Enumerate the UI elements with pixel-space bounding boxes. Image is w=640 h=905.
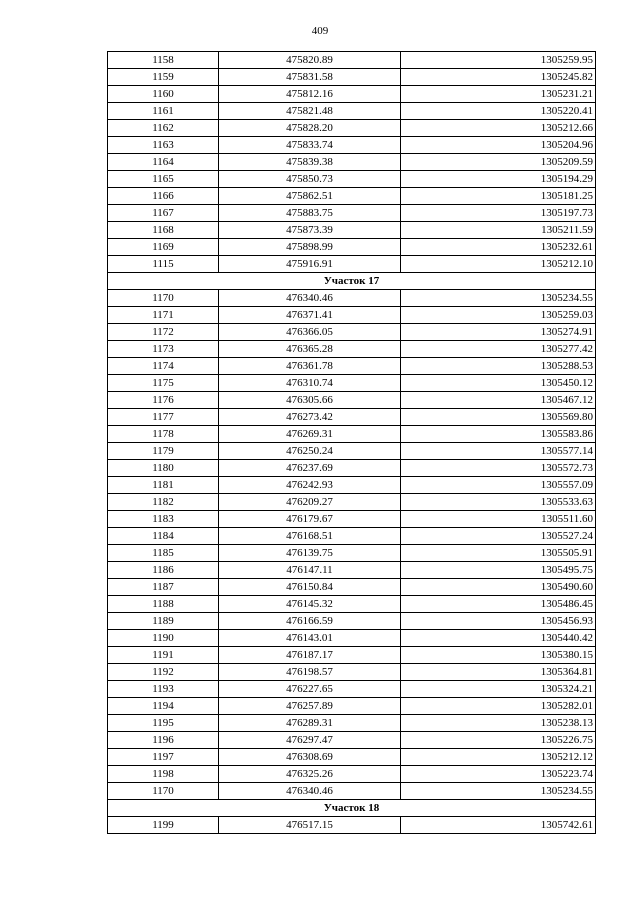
point-number-cell: 1187 [108,579,219,596]
point-number-cell: 1195 [108,715,219,732]
table-row [108,120,596,137]
section-header-row [108,800,596,817]
point-number-cell: 1160 [108,86,219,103]
x-coordinate-cell: 475883.75 [219,205,401,222]
y-coordinate-cell: 1305527.24 [401,528,596,545]
table-row [108,732,596,749]
x-coordinate-cell: 476227.65 [219,681,401,698]
y-coordinate-cell: 1305277.42 [401,341,596,358]
x-coordinate-cell: 476325.26 [219,766,401,783]
point-number-cell: 1178 [108,426,219,443]
y-coordinate-cell: 1305211.59 [401,222,596,239]
y-coordinate-cell: 1305197.73 [401,205,596,222]
coordinates-table [107,51,596,834]
point-number-cell: 1188 [108,596,219,613]
point-number-cell: 1174 [108,358,219,375]
y-coordinate-cell: 1305231.21 [401,86,596,103]
table-row [108,664,596,681]
y-coordinate-cell: 1305259.95 [401,52,596,69]
table-row [108,477,596,494]
table-row [108,426,596,443]
table-row [108,409,596,426]
table-row [108,698,596,715]
point-number-cell: 1175 [108,375,219,392]
table-row [108,392,596,409]
x-coordinate-cell: 476198.57 [219,664,401,681]
y-coordinate-cell: 1305212.66 [401,120,596,137]
point-number-cell: 1172 [108,324,219,341]
point-number-cell: 1115 [108,256,219,273]
table-row [108,596,596,613]
point-number-cell: 1185 [108,545,219,562]
table-row [108,52,596,69]
point-number-cell: 1173 [108,341,219,358]
x-coordinate-cell: 476340.46 [219,290,401,307]
section-header-row [108,273,596,290]
point-number-cell: 1196 [108,732,219,749]
table-row [108,528,596,545]
y-coordinate-cell: 1305557.09 [401,477,596,494]
point-number-cell: 1169 [108,239,219,256]
x-coordinate-cell: 476366.05 [219,324,401,341]
table-row [108,375,596,392]
x-coordinate-cell: 475916.91 [219,256,401,273]
point-number-cell: 1181 [108,477,219,494]
table-row [108,358,596,375]
point-number-cell: 1177 [108,409,219,426]
x-coordinate-cell: 476147.11 [219,562,401,579]
point-number-cell: 1166 [108,188,219,205]
x-coordinate-cell: 476371.41 [219,307,401,324]
y-coordinate-cell: 1305467.12 [401,392,596,409]
table-row [108,511,596,528]
y-coordinate-cell: 1305282.01 [401,698,596,715]
section-title: Участок 18 [108,800,596,817]
x-coordinate-cell: 476308.69 [219,749,401,766]
table-row [108,205,596,222]
point-number-cell: 1164 [108,154,219,171]
x-coordinate-cell: 476310.74 [219,375,401,392]
table-row [108,103,596,120]
x-coordinate-cell: 475898.99 [219,239,401,256]
x-coordinate-cell: 475812.16 [219,86,401,103]
table-row [108,562,596,579]
table-row [108,86,596,103]
x-coordinate-cell: 476179.67 [219,511,401,528]
table-row [108,494,596,511]
point-number-cell: 1179 [108,443,219,460]
y-coordinate-cell: 1305274.91 [401,324,596,341]
point-number-cell: 1199 [108,817,219,834]
y-coordinate-cell: 1305440.42 [401,630,596,647]
point-number-cell: 1190 [108,630,219,647]
table-row [108,171,596,188]
y-coordinate-cell: 1305577.14 [401,443,596,460]
table-row [108,766,596,783]
point-number-cell: 1161 [108,103,219,120]
point-number-cell: 1186 [108,562,219,579]
y-coordinate-cell: 1305490.60 [401,579,596,596]
coordinates-table-body [108,52,596,834]
y-coordinate-cell: 1305364.81 [401,664,596,681]
y-coordinate-cell: 1305450.12 [401,375,596,392]
table-row [108,69,596,86]
x-coordinate-cell: 475862.51 [219,188,401,205]
x-coordinate-cell: 476517.15 [219,817,401,834]
x-coordinate-cell: 475873.39 [219,222,401,239]
x-coordinate-cell: 476250.24 [219,443,401,460]
y-coordinate-cell: 1305220.41 [401,103,596,120]
table-row [108,817,596,834]
x-coordinate-cell: 476269.31 [219,426,401,443]
x-coordinate-cell: 475850.73 [219,171,401,188]
table-row [108,647,596,664]
section-title: Участок 17 [108,273,596,290]
y-coordinate-cell: 1305569.80 [401,409,596,426]
point-number-cell: 1170 [108,783,219,800]
table-row [108,460,596,477]
y-coordinate-cell: 1305234.55 [401,290,596,307]
y-coordinate-cell: 1305486.45 [401,596,596,613]
y-coordinate-cell: 1305238.13 [401,715,596,732]
table-row [108,256,596,273]
y-coordinate-cell: 1305380.15 [401,647,596,664]
y-coordinate-cell: 1305204.96 [401,137,596,154]
y-coordinate-cell: 1305245.82 [401,69,596,86]
x-coordinate-cell: 475831.58 [219,69,401,86]
table-row [108,613,596,630]
point-number-cell: 1183 [108,511,219,528]
point-number-cell: 1197 [108,749,219,766]
y-coordinate-cell: 1305232.61 [401,239,596,256]
point-number-cell: 1171 [108,307,219,324]
point-number-cell: 1165 [108,171,219,188]
x-coordinate-cell: 475821.48 [219,103,401,120]
y-coordinate-cell: 1305288.53 [401,358,596,375]
table-row [108,239,596,256]
point-number-cell: 1192 [108,664,219,681]
point-number-cell: 1170 [108,290,219,307]
table-row [108,154,596,171]
point-number-cell: 1191 [108,647,219,664]
x-coordinate-cell: 476145.32 [219,596,401,613]
point-number-cell: 1198 [108,766,219,783]
point-number-cell: 1162 [108,120,219,137]
page-number: 409 [311,25,329,37]
x-coordinate-cell: 476361.78 [219,358,401,375]
x-coordinate-cell: 476237.69 [219,460,401,477]
x-coordinate-cell: 475828.20 [219,120,401,137]
point-number-cell: 1194 [108,698,219,715]
y-coordinate-cell: 1305495.75 [401,562,596,579]
y-coordinate-cell: 1305212.10 [401,256,596,273]
x-coordinate-cell: 476150.84 [219,579,401,596]
table-row [108,188,596,205]
table-row [108,324,596,341]
x-coordinate-cell: 476340.46 [219,783,401,800]
x-coordinate-cell: 476242.93 [219,477,401,494]
x-coordinate-cell: 476305.66 [219,392,401,409]
point-number-cell: 1184 [108,528,219,545]
y-coordinate-cell: 1305456.93 [401,613,596,630]
x-coordinate-cell: 476143.01 [219,630,401,647]
point-number-cell: 1189 [108,613,219,630]
x-coordinate-cell: 476139.75 [219,545,401,562]
point-number-cell: 1168 [108,222,219,239]
table-row [108,783,596,800]
x-coordinate-cell: 476168.51 [219,528,401,545]
y-coordinate-cell: 1305212.12 [401,749,596,766]
y-coordinate-cell: 1305324.21 [401,681,596,698]
table-row [108,749,596,766]
point-number-cell: 1180 [108,460,219,477]
point-number-cell: 1167 [108,205,219,222]
y-coordinate-cell: 1305259.03 [401,307,596,324]
x-coordinate-cell: 476289.31 [219,715,401,732]
table-row [108,681,596,698]
y-coordinate-cell: 1305181.25 [401,188,596,205]
y-coordinate-cell: 1305533.63 [401,494,596,511]
point-number-cell: 1193 [108,681,219,698]
x-coordinate-cell: 476209.27 [219,494,401,511]
table-row [108,137,596,154]
x-coordinate-cell: 476187.17 [219,647,401,664]
y-coordinate-cell: 1305511.60 [401,511,596,528]
table-row [108,579,596,596]
x-coordinate-cell: 476297.47 [219,732,401,749]
y-coordinate-cell: 1305505.91 [401,545,596,562]
table-row [108,341,596,358]
x-coordinate-cell: 475839.38 [219,154,401,171]
x-coordinate-cell: 475820.89 [219,52,401,69]
table-row [108,443,596,460]
point-number-cell: 1176 [108,392,219,409]
table-row [108,222,596,239]
y-coordinate-cell: 1305742.61 [401,817,596,834]
table-row [108,715,596,732]
point-number-cell: 1158 [108,52,219,69]
x-coordinate-cell: 475833.74 [219,137,401,154]
x-coordinate-cell: 476365.28 [219,341,401,358]
y-coordinate-cell: 1305226.75 [401,732,596,749]
y-coordinate-cell: 1305234.55 [401,783,596,800]
y-coordinate-cell: 1305223.74 [401,766,596,783]
point-number-cell: 1182 [108,494,219,511]
table-row [108,307,596,324]
x-coordinate-cell: 476166.59 [219,613,401,630]
table-row [108,545,596,562]
y-coordinate-cell: 1305583.86 [401,426,596,443]
y-coordinate-cell: 1305209.59 [401,154,596,171]
x-coordinate-cell: 476257.89 [219,698,401,715]
y-coordinate-cell: 1305572.73 [401,460,596,477]
point-number-cell: 1159 [108,69,219,86]
point-number-cell: 1163 [108,137,219,154]
table-row [108,630,596,647]
table-row [108,290,596,307]
x-coordinate-cell: 476273.42 [219,409,401,426]
y-coordinate-cell: 1305194.29 [401,171,596,188]
